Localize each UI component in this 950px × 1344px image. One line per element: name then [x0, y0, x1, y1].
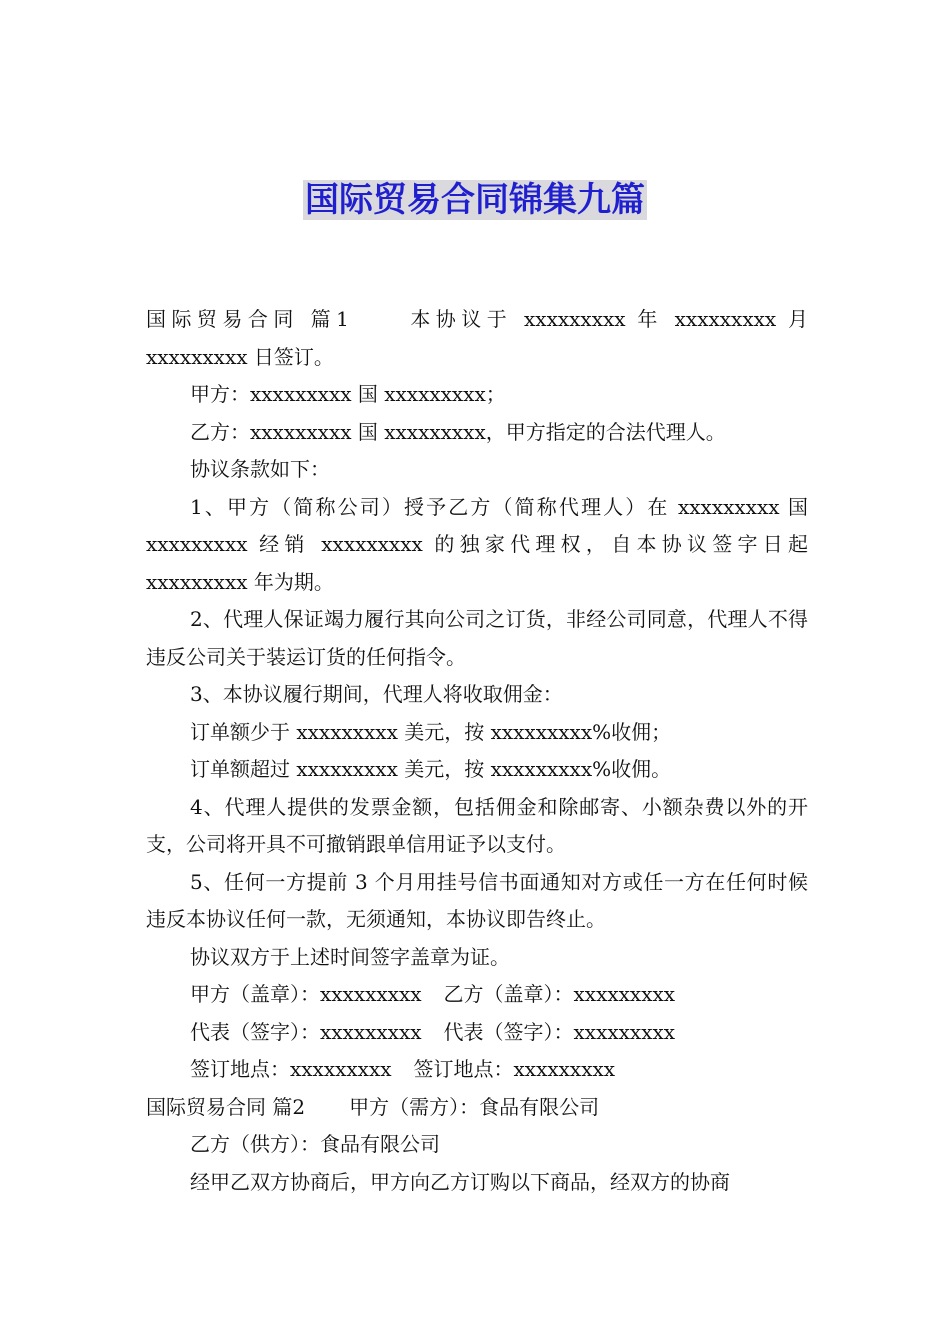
paragraph: 甲方：xxxxxxxxx 国 xxxxxxxxx； [190, 382, 506, 406]
document-body [146, 301, 808, 1201]
paragraph: 协议双方于上述时间签字盖章为证。 [190, 944, 510, 969]
paragraph: 国际贸易合同 篇1 本协议于 xxxxxxxxx 年 xxxxxxxxx 月 xxxxxxxxx 日签订。 [146, 307, 808, 369]
paragraph: 乙方（供方）：食品有限公司 [190, 1132, 440, 1156]
paragraph: 经甲乙双方协商后，甲方向乙方订购以下商品，经双方的协商 [190, 1169, 730, 1194]
document-title: 国际贸易合同锦集九篇 [305, 180, 645, 220]
paragraph: 乙方：xxxxxxxxx 国 xxxxxxxxx，甲方指定的合法代理人。 [190, 419, 726, 444]
paragraph: 国际贸易合同 篇2 甲方（需方）：食品有限公司 [146, 1094, 600, 1119]
section-heading: 国际贸易合同 篇2 [146, 1094, 306, 1119]
signature-line: 代表（签字）：xxxxxxxxx 代表（签字）：xxxxxxxxx [190, 1019, 676, 1044]
section-heading: 国际贸易合同 篇1 [146, 307, 349, 331]
paragraph: 4、代理人提供的发票金额，包括佣金和除邮寄、小额杂费以外的开支，公司将开具不可撤销跟单信用证予以支付。 [146, 794, 808, 856]
signature-line: 甲方（盖章）：xxxxxxxxx 乙方（盖章）：xxxxxxxxx [190, 982, 676, 1006]
signature-line: 签订地点：xxxxxxxxx 签订地点：xxxxxxxxx [190, 1057, 616, 1081]
paragraph: 5、任何一方提前 3 个月用挂号信书面通知对方或任一方在任何时候违反本协议任何一款，无须通知，本协议即告终止。 [146, 869, 808, 931]
paragraph: 2、代理人保证竭力履行其向公司之订货，非经公司同意，代理人不得违反公司关于装运订货的任何指令。 [146, 607, 808, 669]
paragraph: 订单额超过 xxxxxxxxx 美元，按 xxxxxxxxx%收佣。 [190, 757, 672, 781]
paragraph: 1、甲方（简称公司）授予乙方（简称代理人）在 xxxxxxxxx 国 xxxxxxxxx 经销 xxxxxxxxx 的独家代理权，自本协议签字日起 xxxxxxxxx 年为期。 [146, 494, 808, 594]
paragraph: 订单额少于 xxxxxxxxx 美元，按 xxxxxxxxx%收佣； [190, 719, 672, 744]
paragraph: 协议条款如下： [190, 457, 330, 481]
paragraph: 3、本协议履行期间，代理人将收取佣金： [190, 682, 563, 706]
